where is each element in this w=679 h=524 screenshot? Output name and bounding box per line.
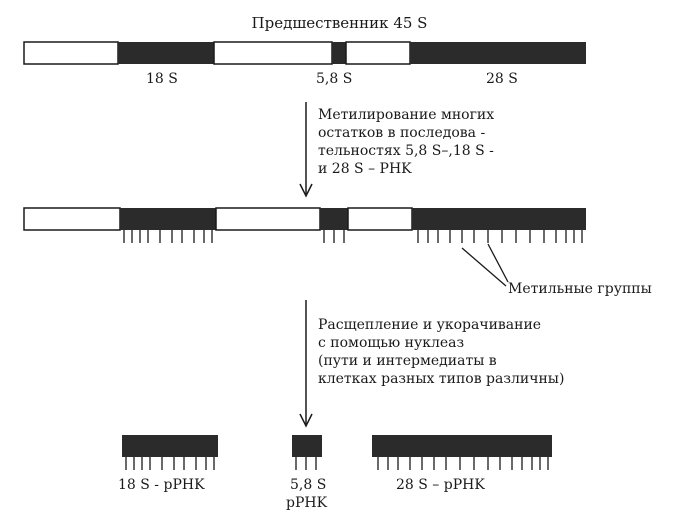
methylated-precursor-bar	[24, 208, 586, 243]
methyl-group-ticks	[124, 230, 582, 243]
segment-28s	[412, 208, 586, 230]
methylation-step-text	[318, 106, 494, 178]
methyl-pointer-lines	[462, 244, 508, 286]
label-18s: 18 S	[146, 71, 178, 87]
text-line: тельностях 5,8 S–,18 S -	[318, 143, 494, 159]
arrow-cleavage	[300, 300, 312, 426]
segment-5-8s	[332, 42, 346, 64]
product-18s-rrna	[122, 435, 218, 470]
segment-5-8s	[320, 208, 348, 230]
label-5-8s: 5,8 S	[316, 71, 353, 87]
text-line: клетках разных типов различны)	[318, 371, 565, 387]
product-label-5-8s-rrna: pPHK	[286, 495, 328, 511]
methyl-group-ticks	[296, 457, 316, 470]
methyl-group-ticks	[378, 457, 548, 470]
methyl-group-ticks	[126, 457, 214, 470]
spacer-segment	[216, 208, 320, 230]
product-28s-rrna	[372, 435, 552, 470]
precursor-45s-bar	[24, 42, 586, 64]
text-line: Метилирование многих	[318, 107, 495, 123]
diagram-title: Предшественник 45 S	[251, 14, 428, 32]
product-label-18s: 18 S - pPHK	[118, 477, 205, 493]
text-line: и 28 S – PHK	[318, 161, 412, 177]
segment-28s	[410, 42, 586, 64]
text-line: остатков в последова -	[318, 125, 486, 141]
text-line: Расщепление и укорачивание	[318, 317, 542, 333]
text-line: с помощью нуклеаз	[318, 335, 465, 351]
product-5-8s-rrna	[292, 435, 322, 470]
spacer-segment	[348, 208, 412, 230]
segment-18s	[118, 42, 214, 64]
spacer-segment	[214, 42, 332, 64]
spacer-segment	[24, 208, 120, 230]
product-label-28s: 28 S – pPHK	[396, 477, 485, 493]
methyl-groups-label: Метильные группы	[508, 281, 652, 297]
product-label-5-8s: 5,8 S	[290, 477, 327, 493]
segment-18s	[120, 208, 216, 230]
spacer-segment	[24, 42, 118, 64]
label-28s: 28 S	[486, 71, 518, 87]
arrow-methylation	[300, 102, 312, 196]
text-line: (пути и интермедиаты в	[318, 353, 497, 369]
spacer-segment	[346, 42, 410, 64]
cleavage-step-text	[318, 316, 564, 388]
